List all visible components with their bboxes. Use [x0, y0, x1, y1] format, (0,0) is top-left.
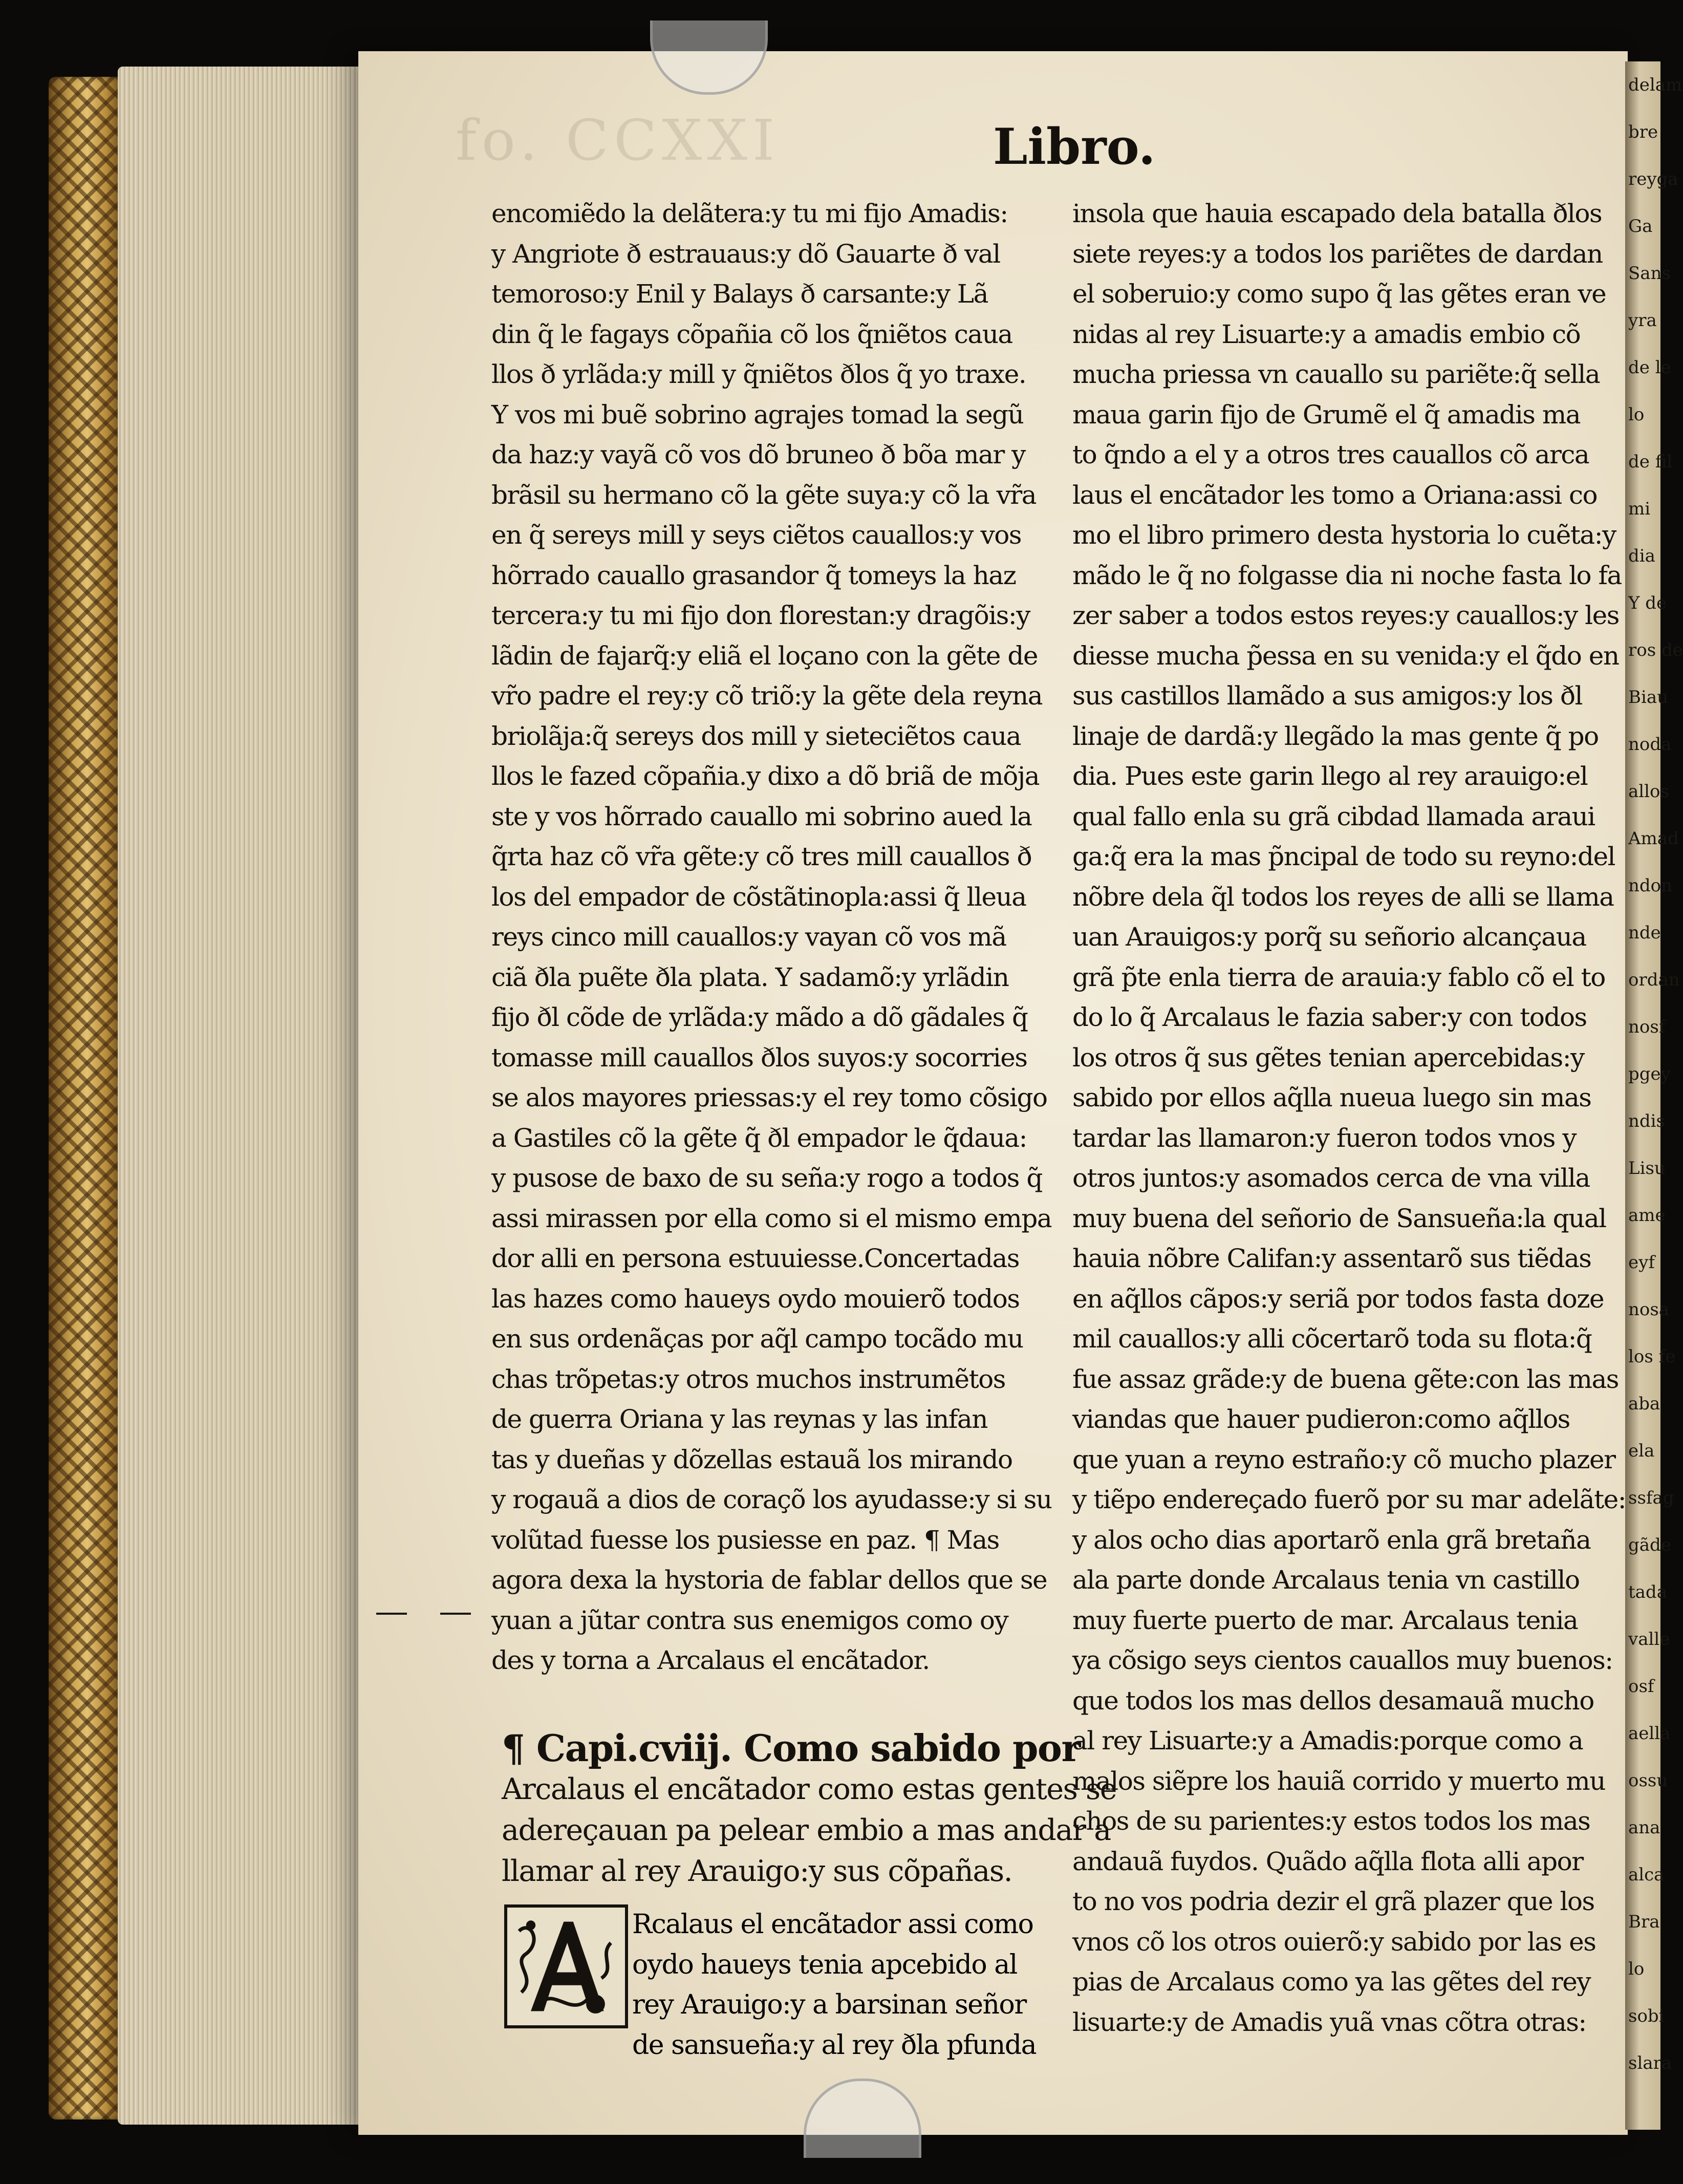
text-line: des y torna a Arcalaus el encãtador.	[491, 1645, 930, 1675]
text-line: to no vos podria dezir el grã plazer que los	[1072, 1887, 1594, 1916]
facing-page-fragment: noda	[1628, 734, 1672, 755]
facing-page-fragment: lo	[1628, 404, 1645, 425]
facing-page-fragment: Biau	[1628, 687, 1669, 708]
text-line: las hazes como haueys oydo mouierõ todos	[491, 1283, 1020, 1314]
text-line: y pusose de baxo de su seña:y rogo a todos q̃	[491, 1163, 1042, 1193]
text-line: tardar las llamaron:y fueron todos vnos y	[1072, 1123, 1577, 1153]
text-line: hauia nõbre Califan:y assentarõ sus tiẽdas	[1072, 1244, 1591, 1273]
text-line: agora dexa la hystoria de fablar dellos que se	[491, 1565, 1047, 1595]
gilt-book-edge	[49, 77, 125, 2119]
text-line: fue assaz grãde:y de buena gẽte:con las mas	[1072, 1364, 1619, 1394]
text-line: qual fallo enla su grã cibdad llamada araui	[1072, 801, 1595, 831]
facing-page-fragment: sobi	[1628, 2006, 1665, 2026]
facing-page-fragment: aella	[1628, 1723, 1671, 1744]
text-line: lisuarte:y de Amadis yuã vnas cõtra otras:	[1072, 2007, 1586, 2037]
text-line: zer saber a todos estos reyes:y cauallos:y les	[1072, 601, 1619, 630]
text-line: malos siẽpre los hauiã corrido y muerto mu	[1072, 1766, 1605, 1796]
chapter-heading-line: Arcalaus el encãtador como estas gentes se	[502, 1772, 1116, 1806]
text-line: mucha priessa vn cauallo su pariẽte:q̃ sella	[1072, 359, 1600, 389]
text-line: din q̃ le fagays cõpañia cõ los q̃niẽtos caua	[491, 319, 1012, 349]
text-line: do lo q̃ Arcalaus le fazia saber:y con todos	[1072, 1002, 1587, 1032]
text-line: muy buena del señorio de Sansueña:la qual	[1072, 1203, 1606, 1233]
facing-page-fragment: ros de	[1628, 640, 1683, 660]
facing-page-fragment: gãde	[1628, 1535, 1671, 1555]
facing-page-fragment: ela	[1628, 1441, 1655, 1461]
text-line: y Angriote ð estrauaus:y dõ Gauarte ð val	[491, 239, 1000, 269]
facing-page-fragment: de fil	[1628, 452, 1673, 472]
text-line: y alos ocho dias aportarõ enla grã bretaña	[1072, 1525, 1591, 1555]
text-line: nõbre dela q̃l todos los reyes de alli se llama	[1072, 882, 1614, 912]
text-line: ya cõsigo seys cientos cauallos muy buenos:	[1072, 1645, 1613, 1675]
text-line: oydo haueys tenia apcebido al	[632, 1949, 1017, 1980]
facing-page-fragment: pgey	[1628, 1064, 1671, 1084]
chapter-heading-line: adereçauan pa pelear embio a mas andar a	[502, 1813, 1111, 1847]
text-line: da haz:y vayã cõ vos dõ bruneo ð bõa mar y	[491, 440, 1025, 469]
facing-page-fragment: nde	[1628, 923, 1661, 943]
text-line: que todos los mas dellos desamauã mucho	[1072, 1685, 1594, 1716]
text-line: hõrrado cauallo grasandor q̃ tomeys la haz	[491, 560, 1016, 590]
text-line: maua garin fijo de Grumẽ el q̃ amadis ma	[1072, 399, 1581, 430]
text-line: dor alli en persona estuuiesse.Concertadas	[491, 1244, 1019, 1273]
facing-page-fragment: ossu	[1628, 1770, 1668, 1791]
facing-page-fragment: eyf	[1628, 1252, 1655, 1273]
facing-page-fragment: ame	[1628, 1205, 1666, 1226]
text-line: llos ð yrlãda:y mill y q̃niẽtos ðlos q̃ yo traxe.	[491, 359, 1026, 389]
chapter-heading	[502, 1726, 1116, 1892]
text-line: al rey Lisuarte:y a Amadis:porque como a	[1072, 1726, 1583, 1755]
text-line: ciã ðla puẽte ðla plata. Y sadamõ:y yrlãdin	[491, 962, 1009, 992]
facing-page-fragment: ndis	[1628, 1111, 1665, 1131]
text-line: mil cauallos:y alli cõcertarõ toda su flota:q̃	[1072, 1324, 1592, 1354]
facing-page-fragment: Bra	[1628, 1912, 1660, 1932]
facing-page-fragment: aba	[1628, 1394, 1660, 1414]
text-line: nidas al rey Lisuarte:y a amadis embio cõ	[1072, 319, 1581, 349]
facing-page-fragment: allos	[1628, 781, 1669, 802]
text-line: mo el libro primero desta hystoria lo cuẽta:y	[1072, 520, 1616, 550]
facing-page-fragment: nosa	[1628, 1299, 1670, 1320]
facing-page-fragment: reyga	[1628, 169, 1678, 189]
facing-page-fragment: tada	[1628, 1582, 1667, 1602]
text-line: chos de su parientes:y estos todos los mas	[1072, 1806, 1590, 1836]
text-line: se alos mayores priessas:y el rey tomo cõsigo	[491, 1083, 1047, 1112]
text-line: sus castillos llamãdo a sus amigos:y los ðl	[1072, 681, 1582, 711]
text-line: volũtad fuesse los pusiesse en paz. ¶ Mas	[491, 1525, 999, 1555]
facing-page-fragment: mi	[1628, 499, 1651, 519]
text-line: sabido por ellos aq̃lla nueua luego sin mas	[1072, 1083, 1591, 1112]
facing-page-fragment: Y de	[1628, 593, 1667, 613]
text-line: fijo ðl cõde de yrlãda:y mãdo a dõ gãdales q̃	[491, 1002, 1028, 1032]
text-line: vr̃o padre el rey:y cõ triõ:y la gẽte dela reyna	[491, 681, 1043, 711]
facing-page-fragment: slara	[1628, 2053, 1672, 2073]
text-line: chas trõpetas:y otros muchos instrumẽtos	[491, 1364, 1005, 1394]
facing-page-fragment: osf	[1628, 1676, 1654, 1697]
facing-page-fragment: Amad	[1628, 828, 1679, 849]
text-line: en aq̃llos cãpos:y seriã por todos fasta doze	[1072, 1283, 1604, 1314]
facing-page-fragment: Lisu	[1628, 1158, 1666, 1179]
facing-page-fragment: alca	[1628, 1865, 1665, 1885]
chapter-heading-line: llamar al rey Arauigo:y sus cõpañas.	[502, 1854, 1012, 1888]
facing-page-fragment: ssfag	[1628, 1488, 1674, 1508]
text-line: diesse mucha p̃essa en su venida:y el q̃do en	[1072, 640, 1619, 671]
text-line: de guerra Oriana y las reynas y las infan	[491, 1404, 987, 1434]
text-line: los del empador de cõstãtinopla:assi q̃ lleua	[491, 882, 1026, 912]
text-line: viandas que hauer pudieron:como aq̃llos	[1072, 1404, 1570, 1434]
text-line: brãsil su hermano cõ la gẽte suya:y cõ la vr̃a	[491, 480, 1037, 510]
facing-page-fragment: ndon	[1628, 875, 1673, 896]
text-line: ala parte donde Arcalaus tenia vn castillo	[1072, 1565, 1580, 1595]
text-line: en q̃ sereys mill y seys ciẽtos cauallos:y vos	[491, 520, 1021, 550]
text-line: briolãja:q̃ sereys dos mill y sieteciẽtos caua	[491, 721, 1021, 751]
text-line: tercera:y tu mi fijo don florestan:y dragõis:y	[491, 601, 1030, 630]
margin-mark	[376, 1613, 407, 1615]
text-line: assi mirassen por ella como si el mismo empa	[491, 1203, 1052, 1233]
text-line: reys cinco mill cauallos:y vayan cõ vos mã	[491, 922, 1006, 952]
facing-page-fragment: yra	[1628, 310, 1657, 331]
text-line: Rcalaus el encãtador assi como	[632, 1909, 1033, 1940]
facing-page-fragment: bre	[1628, 122, 1658, 142]
facing-page-fragment: nosf	[1628, 1017, 1666, 1037]
right-column	[1072, 194, 1628, 2042]
text-line: tomasse mill cauallos ðlos suyos:y socorries	[491, 1042, 1027, 1073]
text-line: ga:q̃ era la mas p̃ncipal de todo su reyno:del	[1072, 842, 1615, 871]
text-line: Y vos mi buẽ sobrino agrajes tomad la segũ	[491, 399, 1024, 430]
text-line: llos le fazed cõpañia.y dixo a dõ briã de mõja	[491, 761, 1040, 791]
text-line: dia. Pues este garin llego al rey arauigo:el	[1072, 761, 1588, 791]
text-line: uan Arauigos:y porq̃ su señorio alcançaua	[1072, 922, 1586, 952]
facing-page-fragment: de le	[1628, 357, 1671, 378]
text-line: muy fuerte puerto de mar. Arcalaus tenia	[1072, 1605, 1578, 1635]
facing-page-fragment: ordan	[1628, 970, 1680, 990]
bleed-through-text: fo. CCXXI	[456, 108, 780, 173]
text-line: a Gastiles cõ la gẽte q̃ ðl empador le q̃daua:	[491, 1123, 1027, 1153]
text-line: yuan a jũtar contra sus enemigos como oy	[491, 1605, 1008, 1635]
text-line: encomiẽdo la delãtera:y tu mi fijo Amadis:	[491, 199, 1008, 228]
text-line: y tiẽpo endereçado fuerõ por su mar adelãte:	[1072, 1485, 1626, 1514]
left-column	[491, 194, 1054, 1681]
text-line: to q̃ndo a el y a otros tres cauallos cõ arca	[1072, 440, 1589, 469]
facing-page-fragment: ana	[1628, 1817, 1660, 1838]
text-line: de sansueña:y al rey ðla pfunda	[632, 2029, 1037, 2061]
facing-page-fragment: dia	[1628, 546, 1655, 566]
facing-page-fragment: Ga	[1628, 216, 1653, 237]
text-line: insola que hauia escapado dela batalla ðlos	[1072, 199, 1602, 228]
text-line: ste y vos hõrrado cauallo mi sobrino aued la	[491, 801, 1032, 831]
text-line: los otros q̃ sus gẽtes tenian apercebidas:y	[1072, 1042, 1584, 1073]
facing-page-fragment: delam	[1628, 75, 1682, 95]
text-line: temoroso:y Enil y Balays ð carsante:y Lã	[491, 279, 988, 309]
text-line: rey Arauigo:y a barsinan señor	[632, 1989, 1026, 2020]
facing-page-fragment: lo	[1628, 1959, 1645, 1979]
facing-page-sliver	[1625, 61, 1683, 2130]
chapter-intro	[632, 1904, 1072, 2065]
running-head: Libro.	[993, 118, 1156, 176]
text-line: grã p̃te enla tierra de arauia:y fablo cõ el to	[1072, 962, 1605, 992]
facing-page-fragment: valle	[1628, 1629, 1670, 1650]
text-line: que yuan a reyno estraño:y cõ mucho plazer	[1072, 1444, 1615, 1474]
text-line: andauã fuydos. Quãdo aq̃lla flota alli apor	[1072, 1846, 1583, 1876]
text-line: q̃rta haz cõ vr̃a gẽte:y cõ tres mill cauallos ð	[491, 842, 1032, 871]
decorated-initial-a	[504, 1904, 628, 2028]
margin-mark	[440, 1613, 471, 1615]
text-line: siete reyes:y a todos los pariẽtes de dardan	[1072, 239, 1603, 269]
text-line: laus el encãtador les tomo a Oriana:assi co	[1072, 480, 1598, 510]
chapter-heading-line: ¶ Capi.cviij. Como sabido por	[502, 1726, 1080, 1770]
text-line: tas y dueñas y dõzellas estauã los mirando	[491, 1444, 1012, 1474]
text-line: pias de Arcalaus como ya las gẽtes del rey	[1072, 1967, 1591, 1997]
text-line: y rogauã a dios de coraçõ los ayudasse:y si su	[491, 1485, 1052, 1514]
page-edges	[118, 67, 384, 2125]
text-line: otros juntos:y asomados cerca de vna villa	[1072, 1163, 1590, 1193]
text-line: en sus ordenãças por aq̃l campo tocãdo mu	[491, 1324, 1023, 1354]
foliate-initial-icon	[507, 1908, 625, 2025]
facing-page-fragment: los fe	[1628, 1346, 1676, 1367]
text-line: mãdo le q̃ no folgasse dia ni noche fasta lo fa	[1072, 560, 1622, 590]
text-line: linaje de dardã:y llegãdo la mas gente q̃ po	[1072, 721, 1599, 751]
text-line: el soberuio:y como supo q̃ las gẽtes eran ve	[1072, 279, 1606, 309]
text-line: lãdin de fajarq̃:y eliã el loçano con la gẽte de	[491, 640, 1038, 671]
facing-page-fragment: Sans	[1628, 263, 1671, 284]
text-line: vnos cõ los otros ouierõ:y sabido por las es	[1072, 1926, 1596, 1957]
